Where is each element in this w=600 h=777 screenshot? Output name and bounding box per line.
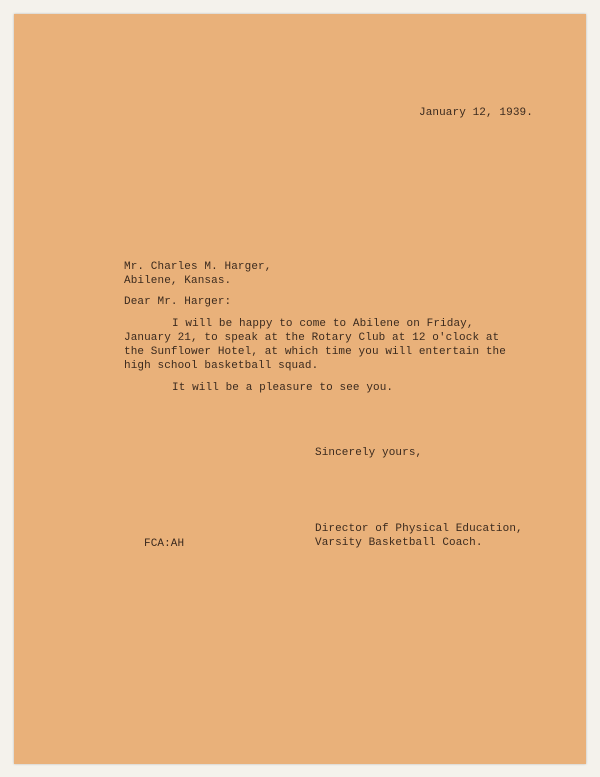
recipient-name: Mr. Charles M. Harger, (124, 261, 272, 273)
body-paragraph-1-line-1: I will be happy to come to Abilene on Friday, (172, 318, 474, 330)
signature-title-2: Varsity Basketball Coach. (315, 537, 483, 549)
reference-initials: FCA:AH (144, 538, 185, 550)
letter-date: January 12, 1939. (419, 107, 533, 119)
recipient-location: Abilene, Kansas. (124, 275, 232, 287)
body-paragraph-1-line-4: high school basketball squad. (124, 360, 319, 372)
body-paragraph-2: It will be a pleasure to see you. (172, 382, 394, 394)
signature-title-1: Director of Physical Education, (315, 523, 523, 535)
salutation: Dear Mr. Harger: (124, 296, 232, 308)
body-paragraph-1-line-3: the Sunflower Hotel, at which time you will entertain the (124, 346, 506, 358)
closing: Sincerely yours, (315, 447, 423, 459)
letter-page (14, 14, 586, 764)
body-paragraph-1-line-2: January 21, to speak at the Rotary Club at 12 o'clock at (124, 332, 500, 344)
